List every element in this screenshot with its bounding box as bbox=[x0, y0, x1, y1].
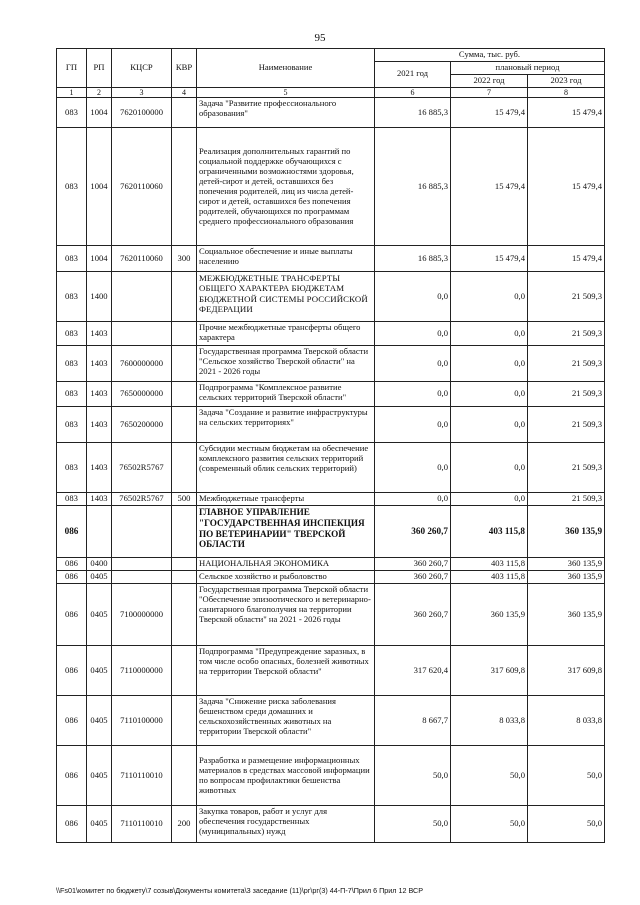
cell-name: Задача "Развитие профессионального образования" bbox=[197, 98, 375, 128]
cell-rp: 1403 bbox=[87, 443, 112, 493]
cell-gp: 083 bbox=[57, 346, 87, 382]
cell-rp: 1403 bbox=[87, 346, 112, 382]
cell-name: Разработка и размещение информационных материалов в средствах массовой информации по вопросам профилактики бешенства животных bbox=[197, 746, 375, 806]
cell-rp bbox=[87, 506, 112, 558]
column-index: 6 bbox=[375, 87, 451, 97]
cell-gp: 083 bbox=[57, 128, 87, 246]
cell-gp: 083 bbox=[57, 382, 87, 407]
column-index: 4 bbox=[172, 87, 197, 97]
cell-2021: 360 260,7 bbox=[375, 506, 451, 558]
cell-name: Государственная программа Тверской области "Обеспечение эпизоотического и ветеринарно-санитарного благополучия на территории Тверской области" на 2021 - 2026 годы bbox=[197, 584, 375, 646]
cell-kcsr bbox=[112, 571, 172, 584]
table-row bbox=[57, 346, 605, 382]
table-row bbox=[57, 443, 605, 493]
cell-kvr bbox=[172, 322, 197, 346]
column-index: 5 bbox=[197, 87, 375, 97]
cell-2023: 360 135,9 bbox=[528, 506, 605, 558]
cell-name: Сельское хозяйство и рыболовство bbox=[197, 571, 375, 584]
table-row bbox=[57, 246, 605, 272]
cell-rp: 0400 bbox=[87, 558, 112, 571]
footer-file-path: \\Fs01\комитет по бюджету\7 созыв\Документы комитета\3 заседание (11)\рг\рг(3) 44-П-7\Прил 6 Прил 12 ВСР bbox=[56, 886, 423, 895]
cell-kvr bbox=[172, 558, 197, 571]
cell-2022: 15 479,4 bbox=[451, 128, 528, 246]
cell-name: Субсидии местным бюджетам на обеспечение комплексного развития сельских территорий (современный облик сельских территорий) bbox=[197, 443, 375, 493]
cell-kcsr bbox=[112, 558, 172, 571]
cell-2023: 50,0 bbox=[528, 806, 605, 843]
header-rp: РП bbox=[87, 49, 112, 88]
cell-2022: 0,0 bbox=[451, 493, 528, 506]
cell-kcsr: 76502R5767 bbox=[112, 493, 172, 506]
cell-kcsr: 7650000000 bbox=[112, 382, 172, 407]
header-year-2022: 2022 год bbox=[451, 74, 528, 87]
table-row bbox=[57, 746, 605, 806]
table-row bbox=[57, 493, 605, 506]
cell-name: НАЦИОНАЛЬНАЯ ЭКОНОМИКА bbox=[197, 558, 375, 571]
cell-name: Социальное обеспечение и иные выплаты населению bbox=[197, 246, 375, 272]
cell-2021: 50,0 bbox=[375, 806, 451, 843]
table-row bbox=[57, 98, 605, 128]
cell-2023: 15 479,4 bbox=[528, 246, 605, 272]
cell-2021: 360 260,7 bbox=[375, 558, 451, 571]
cell-kcsr: 7110110010 bbox=[112, 746, 172, 806]
cell-2022: 403 115,8 bbox=[451, 558, 528, 571]
cell-kcsr: 7110000000 bbox=[112, 646, 172, 696]
cell-2021: 0,0 bbox=[375, 322, 451, 346]
table-row bbox=[57, 407, 605, 443]
table-row bbox=[57, 646, 605, 696]
cell-2021: 16 885,3 bbox=[375, 98, 451, 128]
cell-2021: 16 885,3 bbox=[375, 128, 451, 246]
cell-kcsr: 7620100000 bbox=[112, 98, 172, 128]
cell-gp: 086 bbox=[57, 558, 87, 571]
header-gp: ГП bbox=[57, 49, 87, 88]
table-row bbox=[57, 506, 605, 558]
cell-2021: 0,0 bbox=[375, 407, 451, 443]
cell-kvr bbox=[172, 382, 197, 407]
cell-kcsr: 7620110060 bbox=[112, 246, 172, 272]
cell-2023: 50,0 bbox=[528, 746, 605, 806]
table-row bbox=[57, 322, 605, 346]
cell-kcsr: 76502R5767 bbox=[112, 443, 172, 493]
cell-name: МЕЖБЮДЖЕТНЫЕ ТРАНСФЕРТЫ ОБЩЕГО ХАРАКТЕРА БЮДЖЕТАМ БЮДЖЕТНОЙ СИСТЕМЫ РОССИЙСКОЙ ФЕДЕРАЦИИ bbox=[197, 272, 375, 322]
cell-gp: 086 bbox=[57, 646, 87, 696]
cell-2022: 0,0 bbox=[451, 322, 528, 346]
cell-gp: 083 bbox=[57, 493, 87, 506]
cell-name: Подпрограмма "Предупреждение заразных, в том числе особо опасных, болезней животных на территории Тверской области" bbox=[197, 646, 375, 696]
cell-kvr bbox=[172, 98, 197, 128]
column-index: 7 bbox=[451, 87, 528, 97]
cell-name: Задача "Создание и развитие инфраструктуры на сельских территориях" bbox=[197, 407, 375, 443]
cell-kcsr bbox=[112, 506, 172, 558]
cell-2022: 317 609,8 bbox=[451, 646, 528, 696]
cell-2022: 50,0 bbox=[451, 746, 528, 806]
cell-name: ГЛАВНОЕ УПРАВЛЕНИЕ "ГОСУДАРСТВЕННАЯ ИНСПЕКЦИЯ ПО ВЕТЕРИНАРИИ" ТВЕРСКОЙ ОБЛАСТИ bbox=[197, 506, 375, 558]
cell-kvr bbox=[172, 696, 197, 746]
cell-2023: 8 033,8 bbox=[528, 696, 605, 746]
cell-gp: 086 bbox=[57, 571, 87, 584]
cell-rp: 0405 bbox=[87, 806, 112, 843]
table-row bbox=[57, 584, 605, 646]
cell-kvr bbox=[172, 571, 197, 584]
table-row bbox=[57, 272, 605, 322]
cell-gp: 086 bbox=[57, 506, 87, 558]
header-kvr: КВР bbox=[172, 49, 197, 88]
cell-kvr bbox=[172, 128, 197, 246]
cell-2021: 0,0 bbox=[375, 443, 451, 493]
cell-2023: 317 609,8 bbox=[528, 646, 605, 696]
cell-rp: 0405 bbox=[87, 584, 112, 646]
cell-gp: 083 bbox=[57, 98, 87, 128]
cell-2023: 21 509,3 bbox=[528, 272, 605, 322]
header-plan-period: плановый период bbox=[451, 62, 605, 75]
header-year-2021: 2021 год bbox=[375, 62, 451, 88]
cell-2022: 403 115,8 bbox=[451, 571, 528, 584]
cell-2023: 360 135,9 bbox=[528, 571, 605, 584]
cell-2022: 403 115,8 bbox=[451, 506, 528, 558]
cell-kvr bbox=[172, 407, 197, 443]
cell-name: Подпрограмма "Комплексное развитие сельских территорий Тверской области" bbox=[197, 382, 375, 407]
cell-rp: 1004 bbox=[87, 128, 112, 246]
cell-kcsr: 7620110060 bbox=[112, 128, 172, 246]
cell-2022: 0,0 bbox=[451, 443, 528, 493]
cell-rp: 1403 bbox=[87, 407, 112, 443]
cell-kvr: 500 bbox=[172, 493, 197, 506]
cell-kcsr bbox=[112, 272, 172, 322]
cell-2021: 360 260,7 bbox=[375, 571, 451, 584]
cell-2023: 360 135,9 bbox=[528, 584, 605, 646]
column-index: 3 bbox=[112, 87, 172, 97]
cell-kvr bbox=[172, 443, 197, 493]
page-number: 95 bbox=[314, 32, 326, 44]
cell-rp: 1004 bbox=[87, 246, 112, 272]
cell-gp: 083 bbox=[57, 246, 87, 272]
column-index: 8 bbox=[528, 87, 605, 97]
cell-2023: 21 509,3 bbox=[528, 382, 605, 407]
cell-name: Государственная программа Тверской области "Сельское хозяйство Тверской области" на 2021 - 2026 годы bbox=[197, 346, 375, 382]
cell-gp: 086 bbox=[57, 806, 87, 843]
table-row bbox=[57, 382, 605, 407]
cell-2021: 317 620,4 bbox=[375, 646, 451, 696]
cell-name: Закупка товаров, работ и услуг для обеспечения государственных (муниципальных) нужд bbox=[197, 806, 375, 843]
cell-kcsr: 7110100000 bbox=[112, 696, 172, 746]
cell-2023: 21 509,3 bbox=[528, 346, 605, 382]
header-year-2023: 2023 год bbox=[528, 74, 605, 87]
cell-kvr bbox=[172, 646, 197, 696]
table-row bbox=[57, 128, 605, 246]
cell-2021: 0,0 bbox=[375, 382, 451, 407]
column-index-row bbox=[57, 87, 605, 97]
cell-name: Межбюджетные трансферты bbox=[197, 493, 375, 506]
cell-kcsr bbox=[112, 322, 172, 346]
cell-gp: 083 bbox=[57, 272, 87, 322]
cell-gp: 086 bbox=[57, 584, 87, 646]
column-index: 1 bbox=[57, 87, 87, 97]
cell-name: Реализация дополнительных гарантий по социальной поддержке обучающихся с ограниченными возможностями здоровья, детей-сирот и детей, оставшихся без попечения родителей, лиц из числа детей-сирот и детей, оставшихся без попечения родителей, обучающихся по программам среднего профессионального образования bbox=[197, 128, 375, 246]
cell-rp: 1403 bbox=[87, 493, 112, 506]
table-row bbox=[57, 558, 605, 571]
cell-2023: 21 509,3 bbox=[528, 322, 605, 346]
header-sum: Сумма, тыс. руб. bbox=[375, 49, 605, 62]
cell-rp: 1403 bbox=[87, 382, 112, 407]
cell-kvr: 200 bbox=[172, 806, 197, 843]
cell-kvr bbox=[172, 346, 197, 382]
cell-kvr: 300 bbox=[172, 246, 197, 272]
cell-2022: 0,0 bbox=[451, 272, 528, 322]
cell-gp: 083 bbox=[57, 407, 87, 443]
cell-2021: 16 885,3 bbox=[375, 246, 451, 272]
cell-2021: 8 667,7 bbox=[375, 696, 451, 746]
cell-2022: 50,0 bbox=[451, 806, 528, 843]
cell-kcsr: 7110110010 bbox=[112, 806, 172, 843]
cell-2022: 0,0 bbox=[451, 346, 528, 382]
cell-2022: 8 033,8 bbox=[451, 696, 528, 746]
cell-kcsr: 7600000000 bbox=[112, 346, 172, 382]
cell-2021: 0,0 bbox=[375, 272, 451, 322]
cell-2023: 15 479,4 bbox=[528, 98, 605, 128]
cell-2023: 21 509,3 bbox=[528, 443, 605, 493]
cell-2023: 15 479,4 bbox=[528, 128, 605, 246]
cell-kvr bbox=[172, 272, 197, 322]
budget-table bbox=[56, 48, 605, 843]
cell-2022: 0,0 bbox=[451, 382, 528, 407]
cell-2022: 0,0 bbox=[451, 407, 528, 443]
cell-rp: 0405 bbox=[87, 696, 112, 746]
cell-2023: 21 509,3 bbox=[528, 407, 605, 443]
cell-rp: 1004 bbox=[87, 98, 112, 128]
cell-rp: 0405 bbox=[87, 571, 112, 584]
cell-kcsr: 7100000000 bbox=[112, 584, 172, 646]
cell-rp: 1400 bbox=[87, 272, 112, 322]
header-kcsr: КЦСР bbox=[112, 49, 172, 88]
cell-gp: 086 bbox=[57, 746, 87, 806]
cell-2022: 15 479,4 bbox=[451, 98, 528, 128]
cell-gp: 086 bbox=[57, 696, 87, 746]
table-row bbox=[57, 806, 605, 843]
cell-kvr bbox=[172, 584, 197, 646]
cell-2021: 0,0 bbox=[375, 346, 451, 382]
cell-2021: 0,0 bbox=[375, 493, 451, 506]
column-index: 2 bbox=[87, 87, 112, 97]
cell-2023: 360 135,9 bbox=[528, 558, 605, 571]
cell-2021: 360 260,7 bbox=[375, 584, 451, 646]
cell-2022: 15 479,4 bbox=[451, 246, 528, 272]
cell-kcsr: 7650200000 bbox=[112, 407, 172, 443]
header-name: Наименование bbox=[197, 49, 375, 88]
cell-kvr bbox=[172, 506, 197, 558]
cell-name: Задача "Снижение риска заболевания бешенством среди домашних и сельскохозяйственных животных на территории Тверской области" bbox=[197, 696, 375, 746]
cell-rp: 0405 bbox=[87, 646, 112, 696]
table-row bbox=[57, 571, 605, 584]
cell-name: Прочие межбюджетные трансферты общего характера bbox=[197, 322, 375, 346]
cell-rp: 0405 bbox=[87, 746, 112, 806]
cell-2023: 21 509,3 bbox=[528, 493, 605, 506]
cell-2021: 50,0 bbox=[375, 746, 451, 806]
cell-gp: 083 bbox=[57, 322, 87, 346]
cell-kvr bbox=[172, 746, 197, 806]
table-row bbox=[57, 696, 605, 746]
cell-2022: 360 135,9 bbox=[451, 584, 528, 646]
cell-rp: 1403 bbox=[87, 322, 112, 346]
cell-gp: 083 bbox=[57, 443, 87, 493]
